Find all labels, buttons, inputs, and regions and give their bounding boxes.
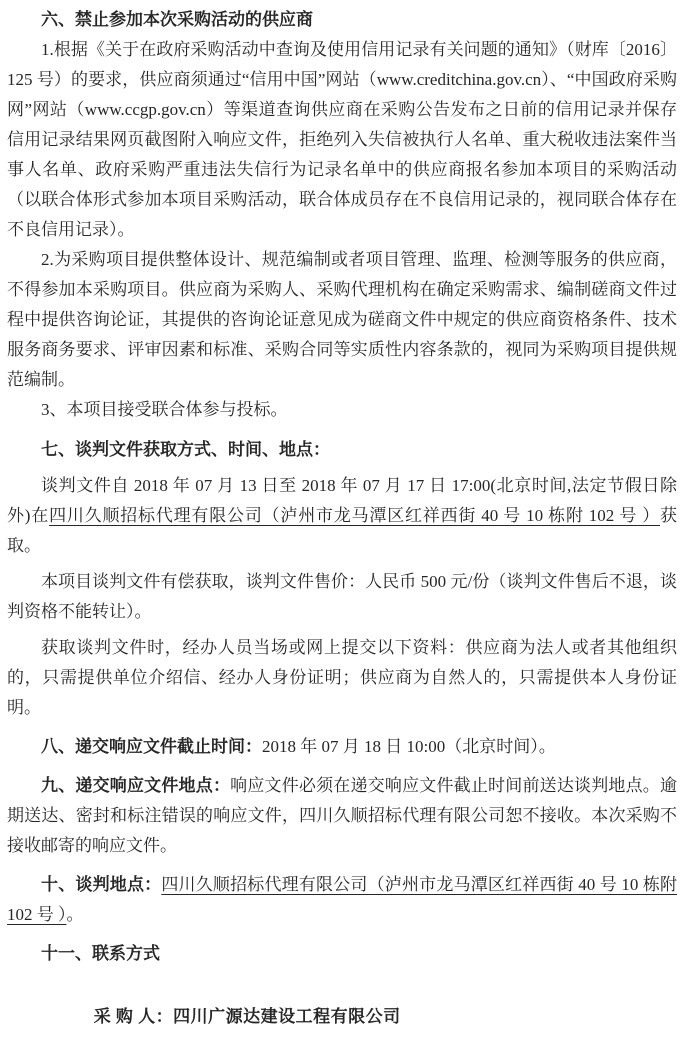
text-run: 七、谈判文件获取方式、时间、地点： — [41, 440, 330, 459]
text-run: 响应文件必须在递交响应文件截止时间前送达谈判地点。逾期送达、密封和标注错误的响应文件，四川久顺招标代理有限公司恕不接收。本次采购不接收邮寄的响应文件。 — [7, 776, 678, 855]
text-run: 1.根据《关于在政府采购活动中查询及使用信用记录有关问题的通知》（财库〔2016〕125 号）的要求，供应商须通过“信用中国”网站（www.creditchina.gov.cn）、“中国政府采购网”网站（www.ccgp.gov.cn）等渠道查询供应商在采购公告发布之日前的信用记录并保存信用记录结果网页截图附入响应文件，拒绝列入失信被执行人名单、重大税收违法案件当事人名单、政府采购严重违法失信行为记录名单中的供应商报名参加本项目的采购活动（以联合体形式参加本项目采购活动，联合体成员存在不良信用记录的，视同联合体存在不良信用记录）。 — [7, 40, 677, 239]
section-heading — [7, 939, 677, 969]
underlined-text-run: 四川久顺招标代理有限公司（泸州市龙马潭区红祥西街 40 号 10 栋附 102 号 ） — [49, 506, 660, 525]
text-run: 九、递交响应文件地点： — [41, 776, 231, 795]
paragraph — [7, 471, 677, 561]
text-run: 六、禁止参加本次采购活动的供应商 — [41, 10, 313, 29]
text-run: 。 — [66, 905, 84, 924]
paragraph — [7, 732, 677, 762]
text-run: 3、本项目接受联合体参与投标。 — [41, 400, 288, 419]
text-run: 采 购 人：四川广源达建设工程有限公司 — [93, 1007, 401, 1026]
section-heading — [7, 5, 677, 35]
paragraph — [7, 771, 677, 861]
paragraph — [7, 395, 677, 425]
text-run: 十、谈判地点： — [41, 875, 162, 894]
text-run: 获取。 — [7, 506, 677, 555]
text-run: 八、递交响应文件截止时间： — [41, 737, 262, 756]
paragraph — [7, 633, 677, 723]
contact-line — [7, 1002, 677, 1032]
paragraph — [7, 35, 677, 245]
underlined-text-run: 四川久顺招标代理有限公司（泸州市龙马潭区红祥西街 40 号 10 栋附 102 号 ） — [7, 875, 678, 924]
paragraph — [7, 245, 677, 395]
text-run: 2.为采购项目提供整体设计、规范编制或者项目管理、监理、检测等服务的供应商，不得参加本采购项目。供应商为采购人、采购代理机构在确定采购需求、编制磋商文件过程中提供咨询论证，其提供的咨询论证意见成为磋商文件中规定的供应商资格条件、技术服务商务要求、评审因素和标准、采购合同等实质性内容条款的，视同为采购项目提供规范编制。 — [7, 250, 677, 389]
section-heading — [7, 435, 677, 465]
text-run: 谈判文件自 2018 年 07 月 13 日至 2018 年 07 月 17 日 17:00(北京时间,法定节假日除外)在 — [7, 476, 677, 525]
text-run: 2018 年 07 月 18 日 10:00（北京时间）。 — [262, 737, 556, 756]
text-run: 十一、联系方式 — [41, 944, 160, 963]
paragraph — [7, 567, 677, 627]
text-run: 本项目谈判文件有偿获取，谈判文件售价：人民币 500 元/份（谈判文件售后不退，谈判资格不能转让）。 — [7, 572, 677, 621]
text-run: 获取谈判文件时，经办人员当场或网上提交以下资料：供应商为法人或者其他组织的，只需提供单位介绍信、经办人身份证明；供应商为自然人的，只需提供本人身份证明。 — [7, 638, 677, 717]
document-body — [7, 5, 677, 1032]
paragraph — [7, 870, 677, 930]
